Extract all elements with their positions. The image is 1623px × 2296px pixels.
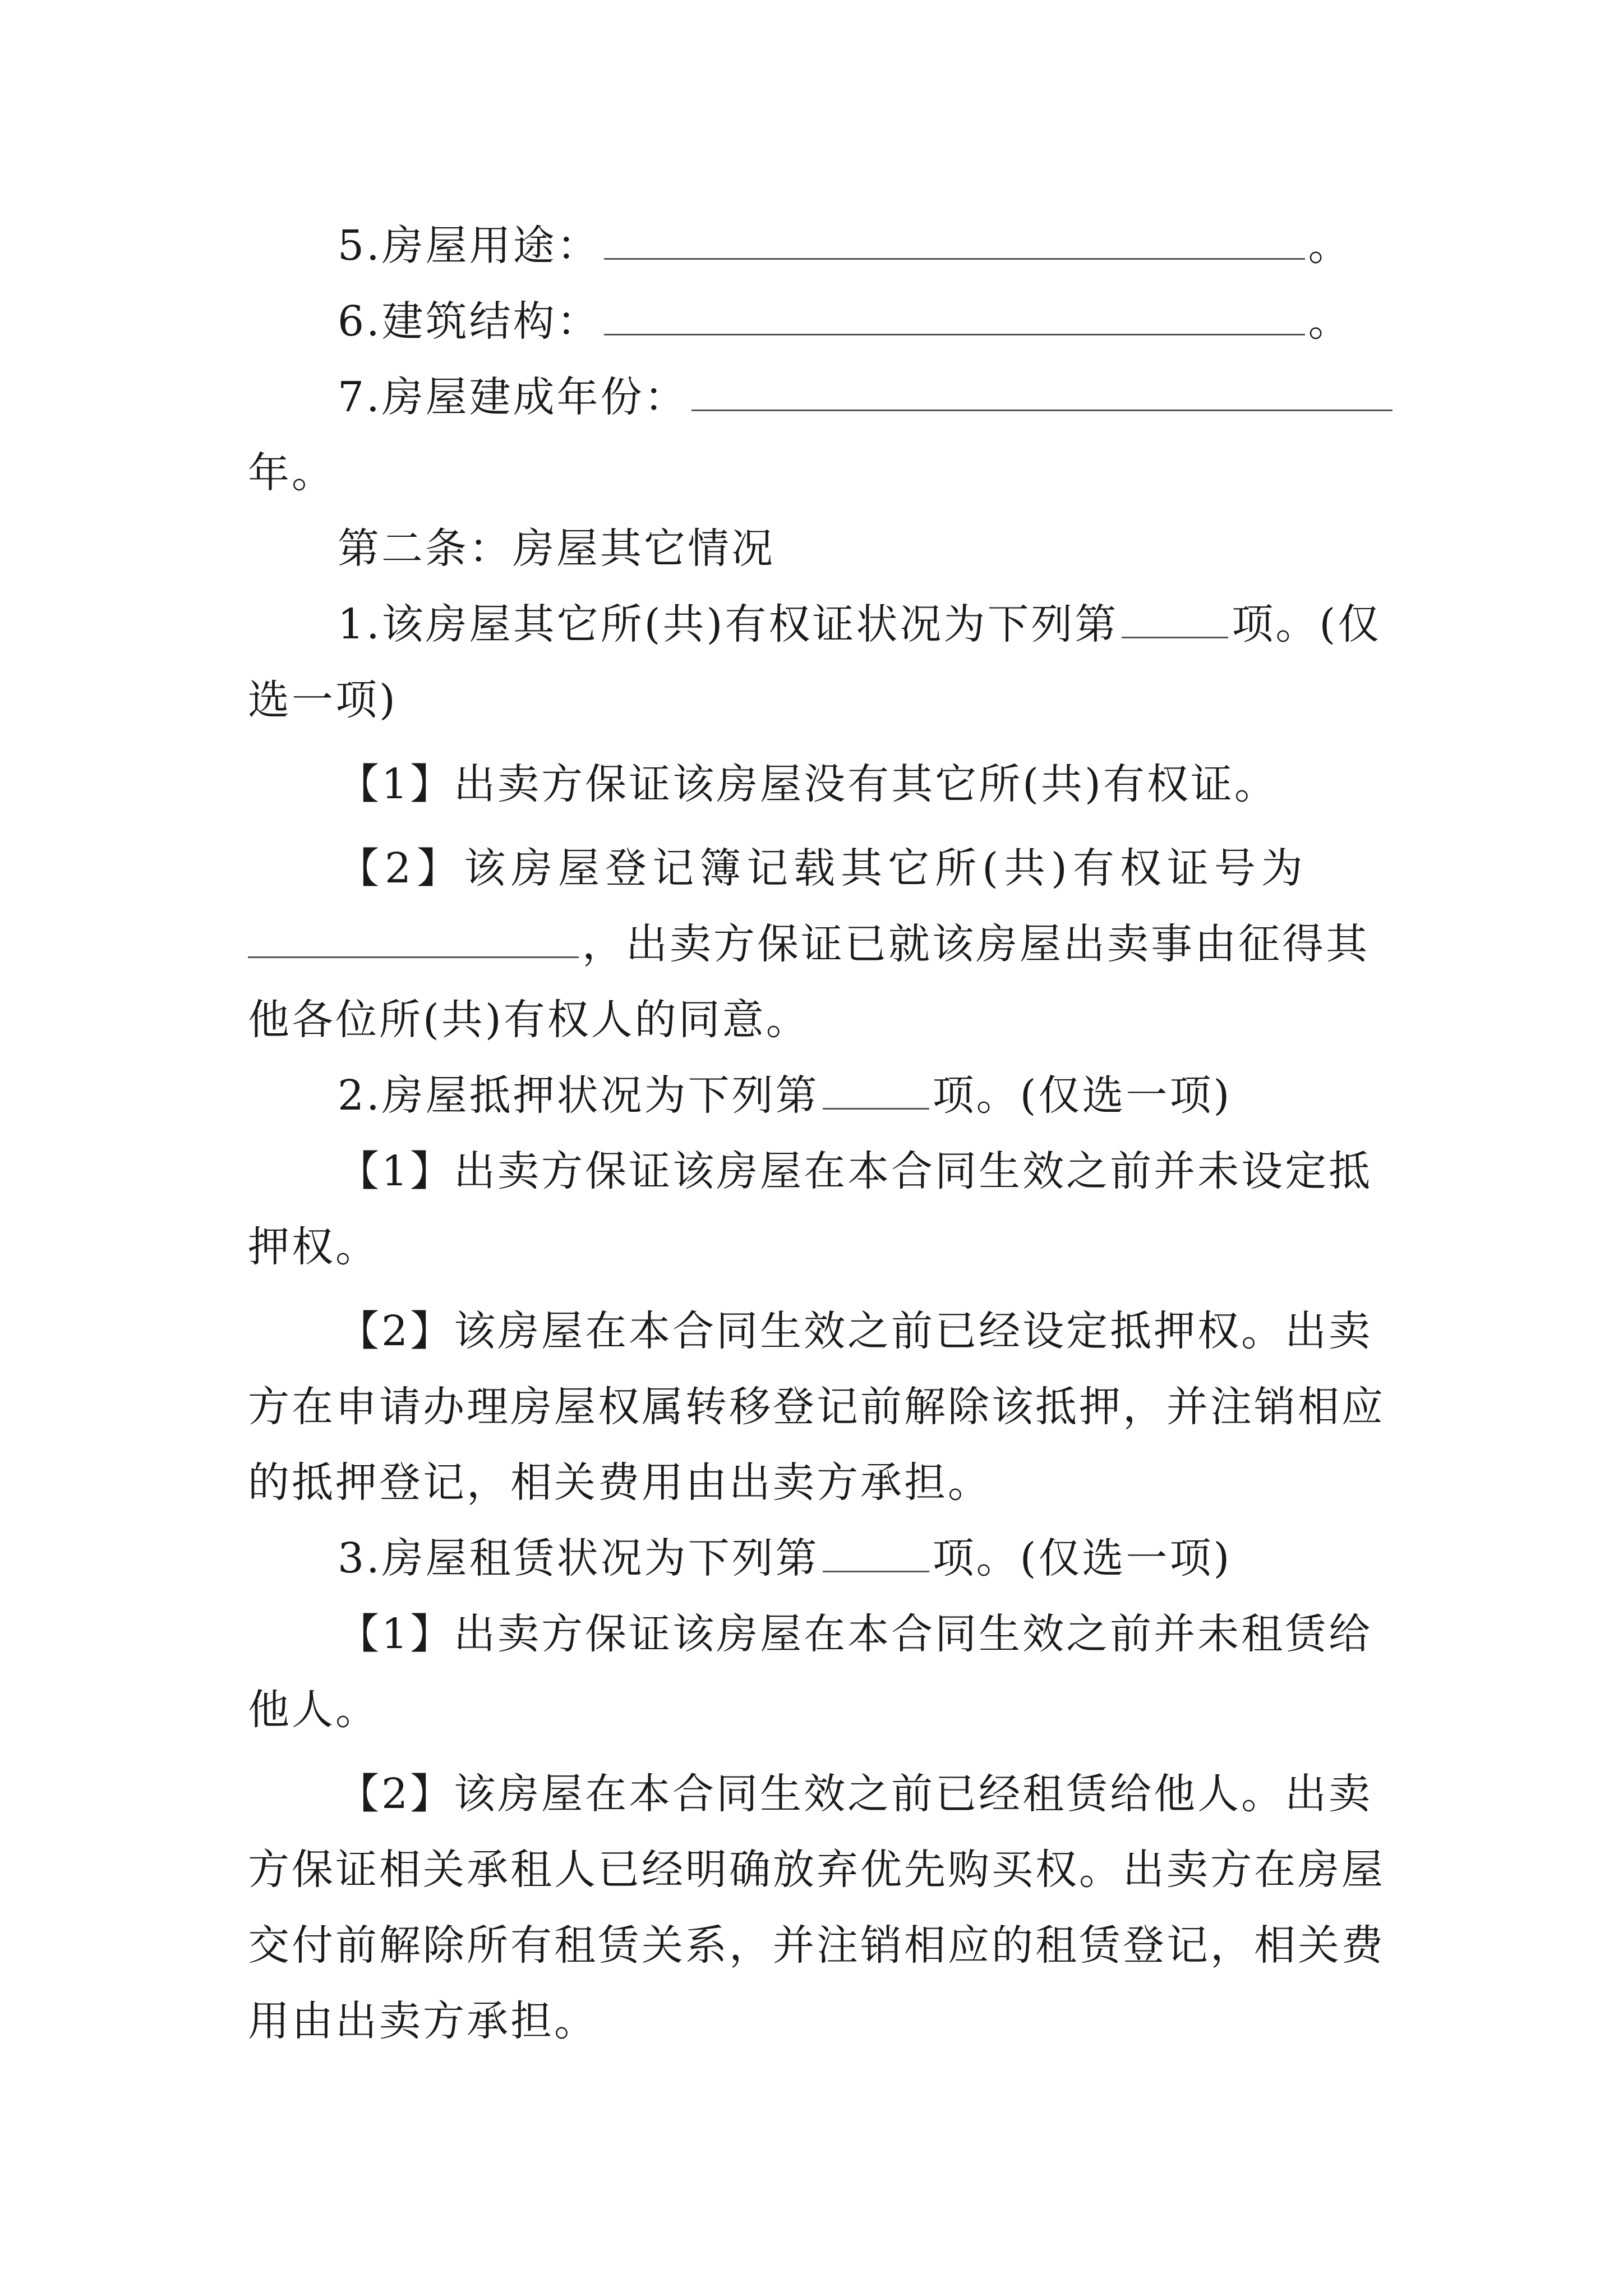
question-2-text: 2.房屋抵押状况为下列第 [338, 1071, 819, 1120]
question-2-blank[interactable] [823, 1069, 929, 1110]
usage-blank[interactable] [604, 219, 1305, 260]
item-6-label: 6.建筑结构： [338, 297, 601, 346]
q1-option-1: 【1】出卖方保证该房屋没有其它所(共)有权证。 [338, 760, 1278, 808]
q3-option-2-line2: 方保证相关承租人已经明确放弃优先购买权。出卖方在房屋 [248, 1846, 1385, 1894]
question-3-text: 3.房屋租赁状况为下列第 [338, 1534, 819, 1582]
item-7-end: 年。 [248, 449, 335, 497]
q2-option-2-line3: 的抵押登记，相关费用由出卖方承担。 [248, 1458, 992, 1507]
q3-option-2-line4: 用由出卖方承担。 [248, 1997, 598, 2045]
q1-option-2-line2-text: ，出卖方保证已就该房屋出卖事由征得其 [582, 920, 1370, 968]
q3-option-1-line1: 【1】出卖方保证该房屋在本合同生效之前并未租赁给 [338, 1610, 1373, 1658]
question-3-blank[interactable] [823, 1531, 929, 1572]
structure-blank[interactable] [604, 295, 1305, 335]
article-2-title: 第二条：房屋其它情况 [338, 524, 775, 573]
q3-option-2-line1: 【2】该房屋在本合同生效之前已经租赁给他人。出卖 [338, 1770, 1373, 1818]
item-6-end: 。 [1308, 297, 1352, 346]
question-2-suffix: 项。(仅选一项) [932, 1071, 1232, 1120]
item-5-usage [248, 206, 1375, 285]
q2-option-1-line1: 【1】出卖方保证该房屋在本合同生效之前并未设定抵 [338, 1147, 1373, 1195]
certificate-number-blank[interactable] [248, 917, 579, 958]
item-7-year-cont [248, 434, 1375, 512]
item-5-label: 5.房屋用途： [338, 222, 601, 270]
question-3 [248, 1519, 1375, 1598]
question-2 [248, 1056, 1375, 1135]
q1-option-2-line1: 【2】该房屋登记簿记载其它所(共)有权证号为 [338, 844, 1308, 892]
question-3-suffix: 项。(仅选一项) [932, 1534, 1232, 1582]
q3-option-2-line3: 交付前解除所有租赁关系，并注销相应的租赁登记，相关费 [248, 1921, 1385, 1970]
item-5-end: 。 [1308, 222, 1352, 270]
item-6-structure [248, 282, 1375, 361]
q1-option-2-line3: 他各位所(共)有权人的同意。 [248, 996, 810, 1044]
q2-option-1-line2: 押权。 [248, 1223, 379, 1271]
question-1 [248, 585, 1382, 664]
question-1-blank[interactable] [1122, 597, 1228, 638]
q3-option-1-line2: 他人。 [248, 1686, 379, 1734]
question-1-suffix: 项。(仅 [1232, 600, 1382, 648]
q1-option-2-line2 [248, 905, 1375, 983]
question-1-cont: 选一项) [248, 676, 398, 724]
item-7-label: 7.房屋建成年份： [338, 373, 688, 421]
question-1-text: 1.该房屋其它所(共)有权证状况为下列第 [338, 600, 1119, 648]
q2-option-2-line2: 方在申请办理房屋权属转移登记前解除该抵押，并注销相应 [248, 1383, 1385, 1431]
year-blank[interactable] [691, 370, 1393, 411]
q2-option-2-line1: 【2】该房屋在本合同生效之前已经设定抵押权。出卖 [338, 1307, 1373, 1355]
item-7-year [248, 358, 1375, 436]
